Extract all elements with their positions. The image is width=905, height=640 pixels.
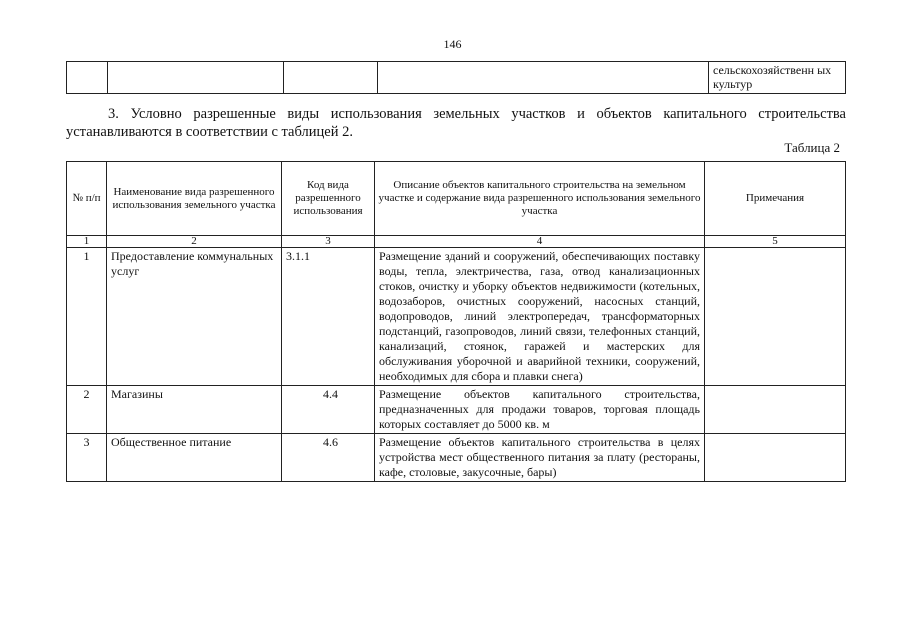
- header-description: Описание объектов капитального строительства на земельном участке и содержание вида разрешенного использования земельного участка: [375, 162, 705, 236]
- table-header-row: [67, 162, 846, 236]
- row-number: 2: [67, 386, 107, 434]
- row-description: Размещение объектов капитального строительства, предназначенных для продажи товаров, торговая площадь которых составляет до 5000 кв. м: [375, 386, 705, 434]
- row-description: Размещение объектов капитального строительства в целях устройства мест общественного питания за плату (рестораны, кафе, столовые, закусочные, бары): [375, 434, 705, 482]
- header-notes: Примечания: [705, 162, 846, 236]
- table-row: [67, 248, 846, 386]
- column-number: 2: [107, 236, 282, 248]
- row-code: 4.4: [282, 386, 375, 434]
- intro-paragraph: 3. Условно разрешенные виды использования земельных участков и объектов капитального строительства устанавливаются в соответствии с таблицей 2.: [66, 106, 846, 140]
- land-use-table: [66, 161, 846, 482]
- column-number: 5: [705, 236, 846, 248]
- continuation-table: [66, 61, 846, 94]
- table-cell: сельскохозяйственн ых культур: [709, 62, 846, 94]
- row-name: Предоставление коммунальных услуг: [107, 248, 282, 386]
- row-code: 4.6: [282, 434, 375, 482]
- row-name: Общественное питание: [107, 434, 282, 482]
- column-number: 3: [282, 236, 375, 248]
- row-code: 3.1.1: [282, 248, 375, 386]
- header-name: Наименование вида разрешенного использования земельного участка: [107, 162, 282, 236]
- row-number: 3: [67, 434, 107, 482]
- table-caption: Таблица 2: [784, 140, 840, 155]
- row-notes: [705, 434, 846, 482]
- row-description: Размещение зданий и сооружений, обеспечивающих поставку воды, тепла, электричества, газа, отвод канализационных стоков, очистку и уборку объектов недвижимости (котельных, водозаборов, очистных сооружений, насосных станций, водопроводов, линий электропередач, трансформаторных подстанций, газопроводов, линий связи, телефонных станций, канализаций, стоянок, гаражей и мастерских для обслуживания уборочной и аварийной техники, сооружений, необходимых для сбора и плавки снега): [375, 248, 705, 386]
- column-number: 4: [375, 236, 705, 248]
- header-num: № п/п: [67, 162, 107, 236]
- table-cell: [284, 62, 378, 94]
- row-notes: [705, 248, 846, 386]
- table-cell: [378, 62, 709, 94]
- row-number: 1: [67, 248, 107, 386]
- table-row: [67, 386, 846, 434]
- table-row: [67, 434, 846, 482]
- table-row: [67, 62, 846, 94]
- table-cell: [108, 62, 284, 94]
- row-name: Магазины: [107, 386, 282, 434]
- table-cell: [67, 62, 108, 94]
- column-number-row: [67, 236, 846, 248]
- column-number: 1: [67, 236, 107, 248]
- row-notes: [705, 386, 846, 434]
- page-number: 146: [443, 37, 462, 51]
- header-code: Код вида разрешенного использования: [282, 162, 375, 236]
